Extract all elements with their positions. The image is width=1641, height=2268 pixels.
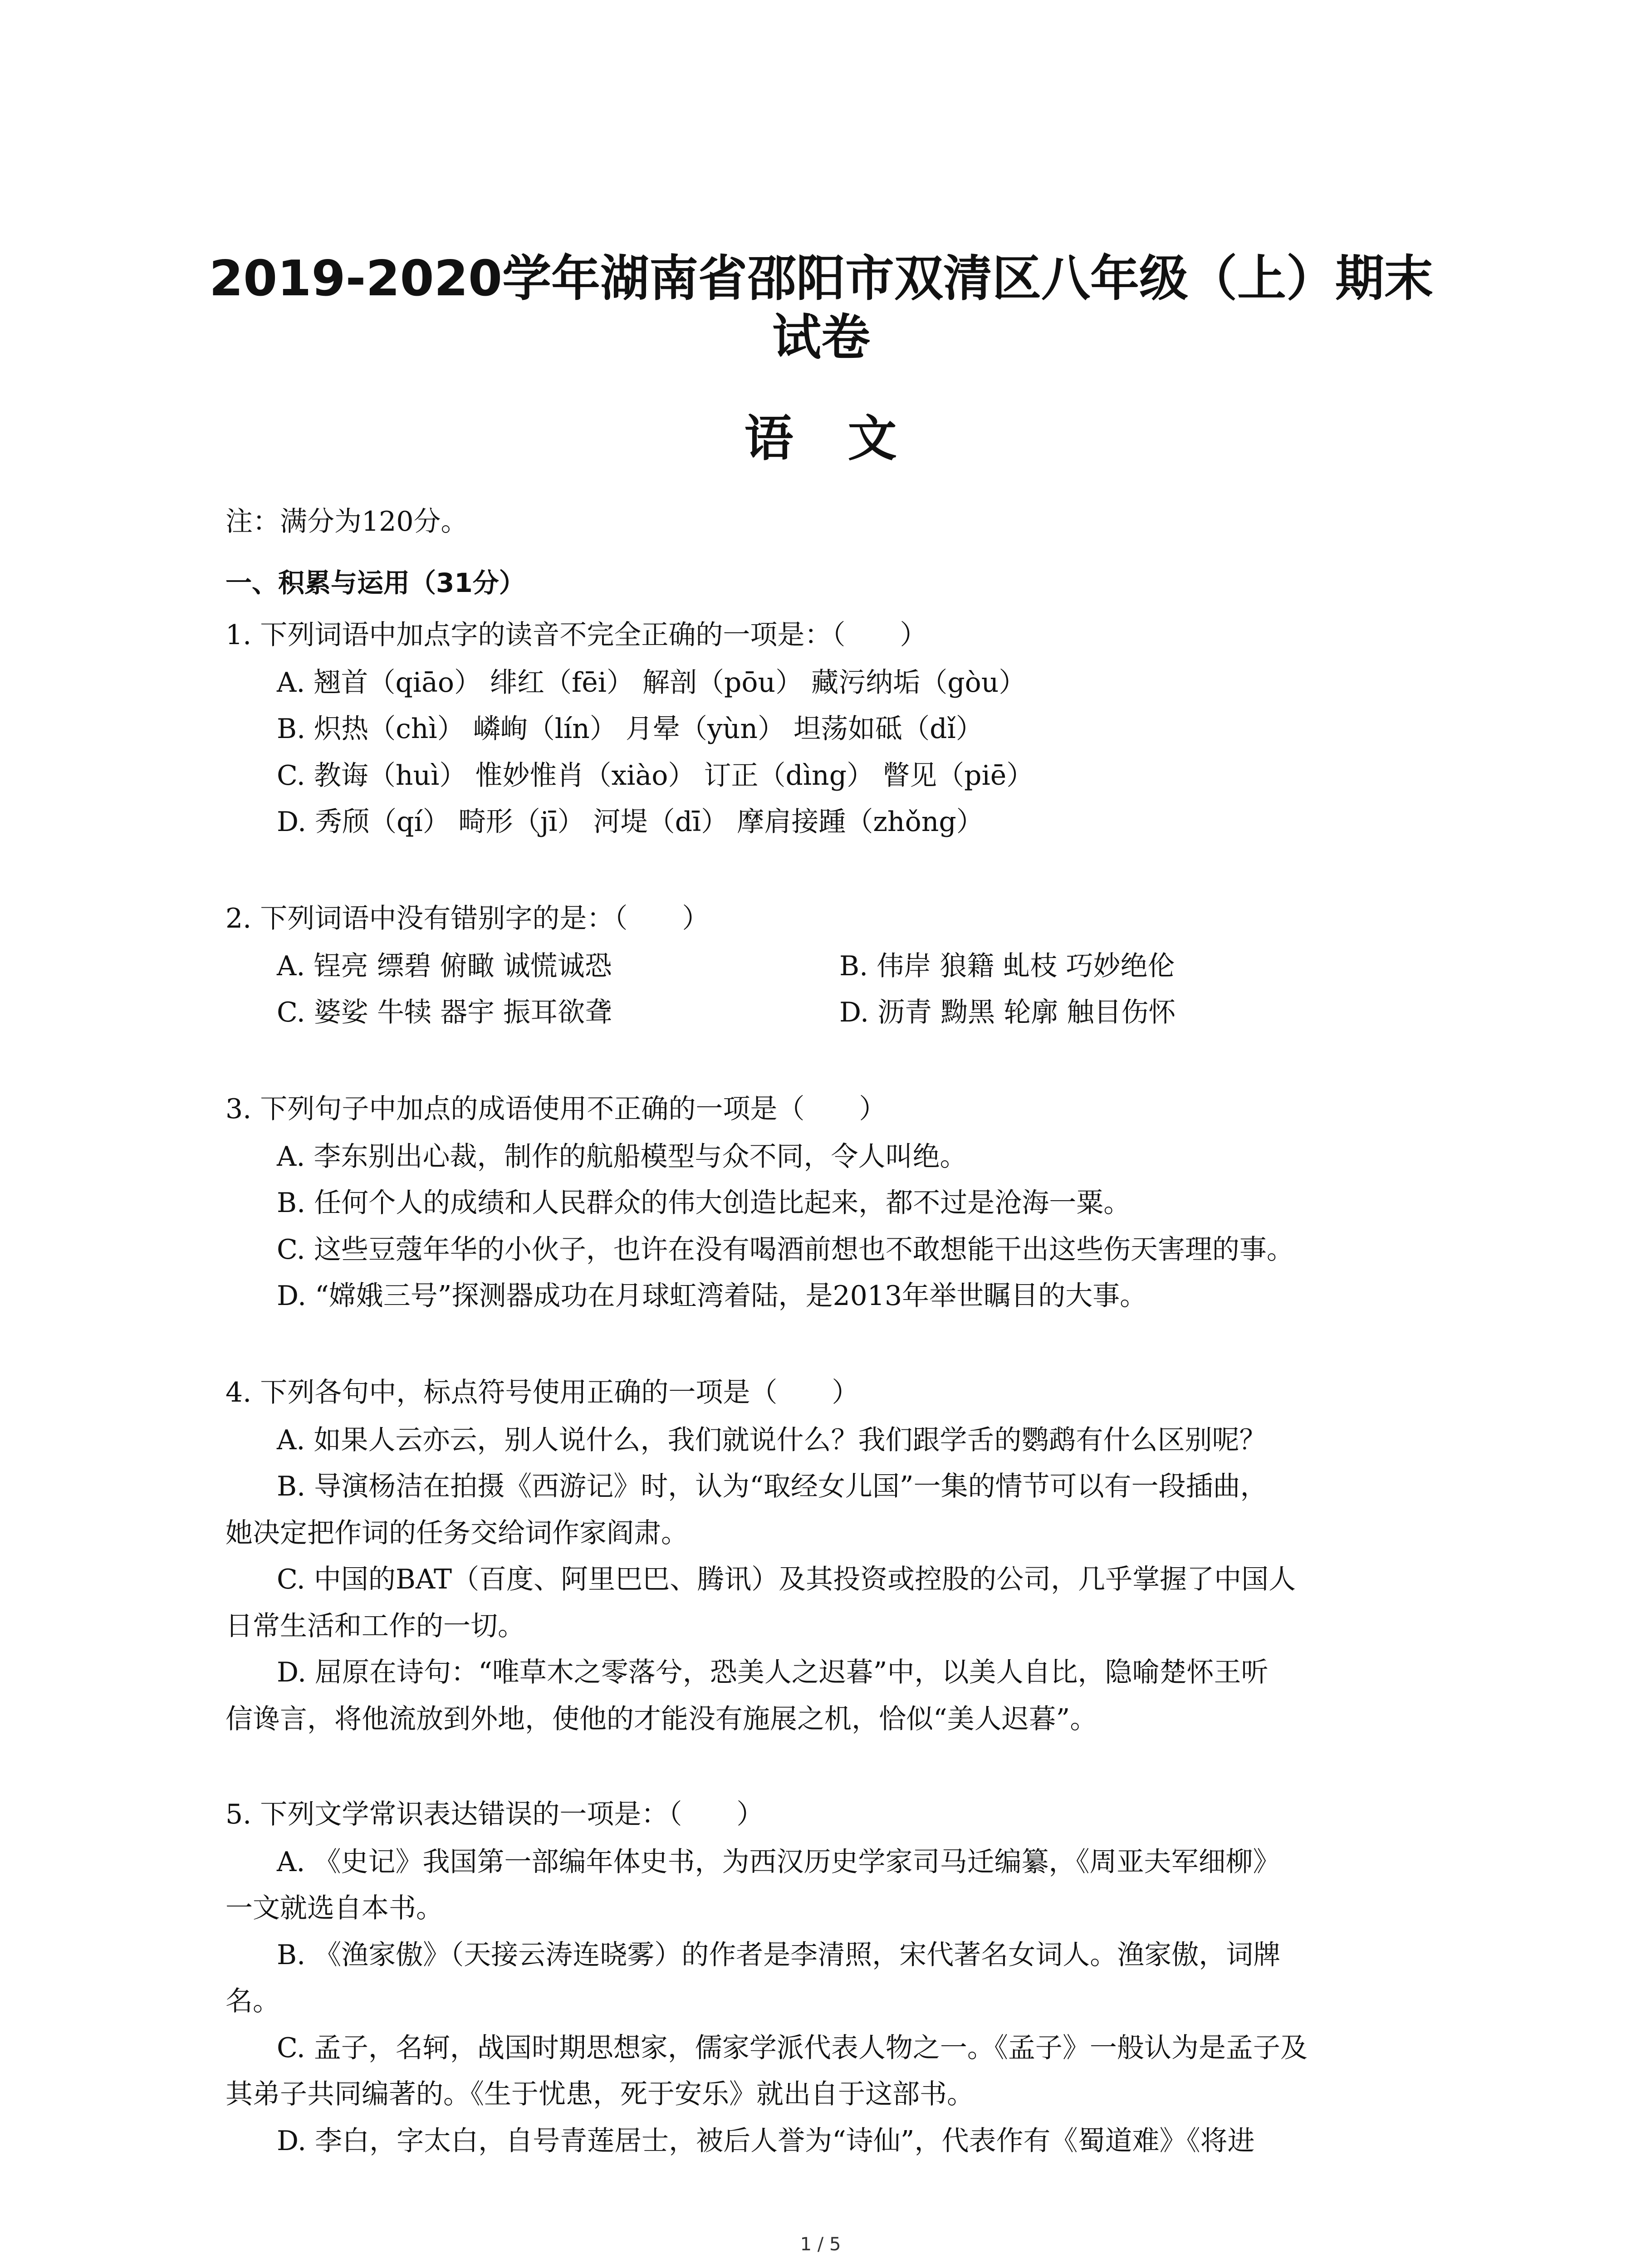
question-4-option-b-cont: 她决定把作词的任务交给词作家阎肃。 xyxy=(225,1517,688,1549)
question-4-option-c: C. 中国的BAT（百度、阿里巴巴、腾讯）及其投资或控股的公司，几乎掌握了中国人 xyxy=(277,1564,1296,1595)
section-heading: 一、积累与运用（31分） xyxy=(225,567,525,598)
question-1-option-a: A. 翘首（qiāo） 绯红（fēi） 解剖（pōu） 藏污纳垢（gòu） xyxy=(277,667,1026,699)
question-2-option-c: C. 婆娑 牛犊 器宇 振耳欲聋 xyxy=(277,997,612,1028)
question-4-option-d: D. 屈原在诗句：“唯草木之零落兮，恐美人之迟暮”中，以美人自比，隐喻楚怀王听 xyxy=(277,1657,1269,1688)
question-3-option-b: B. 任何个人的成绩和人民群众的伟大创造比起来，都不过是沧海一粟。 xyxy=(277,1187,1131,1219)
question-5-option-c: C. 孟子，名轲，战国时期思想家，儒家学派代表人物之一。《孟子》一般认为是孟子及 xyxy=(277,2032,1308,2064)
question-3-stem: 3. 下列句子中加点的成语使用不正确的一项是（ ） xyxy=(225,1093,887,1125)
question-5-option-d: D. 李白，字太白，自号青莲居士，被后人誉为“诗仙”，代表作有《蜀道难》《将进 xyxy=(277,2125,1255,2157)
subject-heading: 语文 xyxy=(744,410,951,467)
question-2-option-a: A. 锃亮 缥碧 俯瞰 诚慌诚恐 xyxy=(277,950,612,982)
question-5-option-b-cont: 名。 xyxy=(225,1985,280,2017)
question-5-option-b: B. 《渔家傲》（天接云涛连晓雾）的作者是李清照，宋代著名女词人。渔家傲，词牌 xyxy=(277,1939,1281,1971)
score-note: 注：满分为120分。 xyxy=(225,506,468,538)
question-3-option-d: D. “嫦娥三号”探测器成功在月球虹湾着陆，是2013年举世瞩目的大事。 xyxy=(277,1280,1147,1312)
question-1-option-d: D. 秀颀（qí） 畸形（jī） 河堤（dī） 摩肩接踵（zhǒng） xyxy=(277,806,984,838)
page-number: 1 / 5 xyxy=(800,2234,841,2255)
question-5-option-c-cont: 其弟子共同编著的。《生于忧患，死于安乐》就出自于这部书。 xyxy=(225,2078,974,2110)
question-4-option-d-cont: 信谗言，将他流放到外地，使他的才能没有施展之机，恰似“美人迟暮”。 xyxy=(225,1703,1097,1735)
question-5-option-a-cont: 一文就选自本书。 xyxy=(225,1892,443,1924)
exam-title-line1: 2019-2020学年湖南省邵阳市双清区八年级（上）期末 xyxy=(209,250,1433,307)
question-5-option-a: A. 《史记》我国第一部编年体史书，为西汉历史学家司马迁编纂，《周亚夫军细柳》 xyxy=(277,1846,1280,1878)
question-2-option-d: D. 沥青 黝黑 轮廓 触目伤怀 xyxy=(839,997,1176,1028)
question-2-option-b: B. 伟岸 狼籍 虬枝 巧妙绝伦 xyxy=(839,950,1175,982)
exam-title-line2: 试卷 xyxy=(772,309,870,366)
question-1-option-c: C. 教诲（huì） 惟妙惟肖（xiào） 订正（dìng） 瞥见（piē） xyxy=(277,760,1034,792)
question-4-option-c-cont: 日常生活和工作的一切。 xyxy=(225,1610,525,1642)
question-1-option-b: B. 炽热（chì） 嶙峋（lín） 月晕（yùn） 坦荡如砥（dǐ） xyxy=(277,713,983,745)
question-5-stem: 5. 下列文学常识表达错误的一项是：（ ） xyxy=(225,1799,764,1830)
question-2-stem: 2. 下列词语中没有错别字的是：（ ） xyxy=(225,903,710,934)
question-4-option-a: A. 如果人云亦云，别人说什么，我们就说什么？我们跟学舌的鹦鹉有什么区别呢？ xyxy=(277,1424,1267,1456)
question-3-option-c: C. 这些豆蔻年华的小伙子，也许在没有喝酒前想也不敢想能干出这些伤天害理的事。 xyxy=(277,1234,1294,1266)
question-1-stem: 1. 下列词语中加点字的读音不完全正确的一项是：（ ） xyxy=(225,619,927,651)
question-4-stem: 4. 下列各句中，标点符号使用正确的一项是（ ） xyxy=(225,1377,859,1408)
question-4-option-b: B. 导演杨洁在拍摄《西游记》时，认为“取经女儿国”一集的情节可以有一段插曲， xyxy=(277,1471,1268,1502)
question-3-option-a: A. 李东别出心裁，制作的航船模型与众不同，令人叫绝。 xyxy=(277,1141,967,1173)
